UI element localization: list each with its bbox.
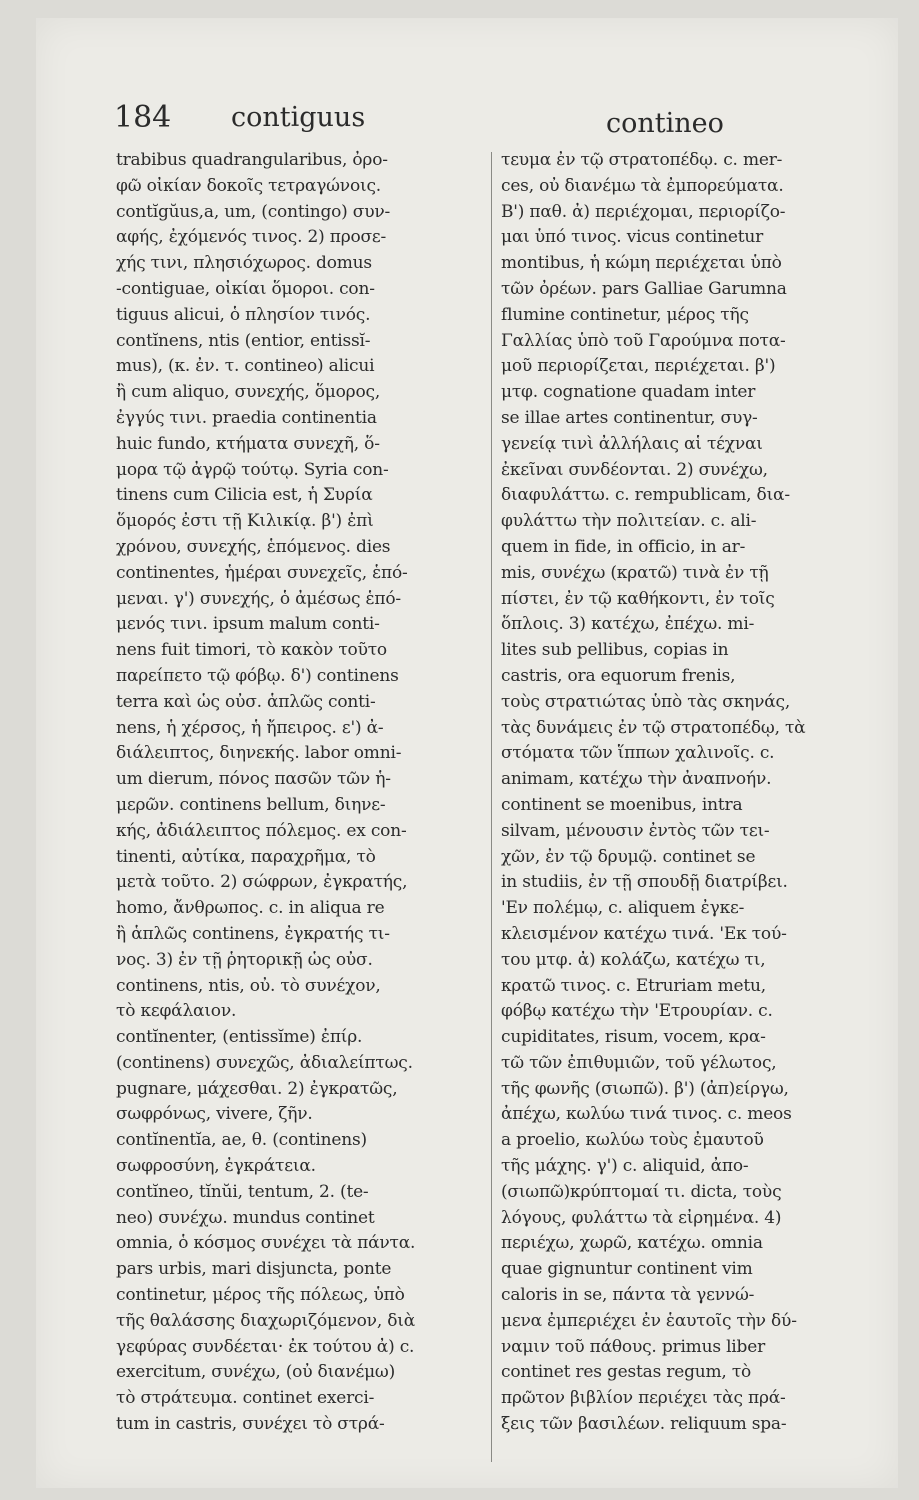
text-line: tinens cum Cilicia est, ἡ Συρία xyxy=(116,485,373,506)
text-line: continetur, μέρος τῆς πόλεως, ὑπὸ xyxy=(116,1285,405,1306)
text-line: τοὺς στρατιώτας ὑπὸ τὰς σκηνάς, xyxy=(501,691,791,712)
text-line: caloris in se, πάντα τὰ γεννώ- xyxy=(501,1285,755,1306)
text-line: μοῦ περιορίζεται, περιέχεται. β') xyxy=(501,356,776,377)
text-line: huic fundo, κτήματα συνεχῆ, ὅ- xyxy=(116,433,380,454)
text-line: contĭnentĭa, ae, θ. (continens) xyxy=(116,1130,367,1151)
text-line: tinenti, αὐτίκα, παραχρῆμα, τὸ xyxy=(116,846,376,867)
text-line: αφής, ἐχόμενός τινος. 2) προσε- xyxy=(116,227,387,248)
text-line: ἢ ἁπλῶς continens, ἐγκρατής τι- xyxy=(116,923,390,944)
text-line: tiguus alicui, ὁ πλησίον τινός. xyxy=(116,304,371,325)
page-number: 184 xyxy=(114,100,172,135)
text-line: ναμιν τοῦ πάθους. primus liber xyxy=(501,1336,766,1357)
text-line: κλεισμένον κατέχω τινά. 'Εκ τού- xyxy=(501,923,787,944)
text-line: se illae artes continentur, συγ- xyxy=(501,407,758,428)
text-line: του μτφ. ἀ) κολάζω, κατέχω τι, xyxy=(501,949,766,970)
text-line: quae gignuntur continent vim xyxy=(501,1259,753,1280)
text-line: νος. 3) ἐν τῇ ῥητορικῇ ὡς οὐσ. xyxy=(116,949,373,970)
dictionary-page xyxy=(36,18,898,1488)
text-line: (σιωπῶ)κρύπτομαί τι. dicta, τοὺς xyxy=(501,1181,782,1202)
text-line: σωφροσύνη, ἐγκράτεια. xyxy=(116,1156,316,1177)
text-line: contĭgŭus,a, um, (contingo) συν- xyxy=(116,201,391,222)
text-line: ξεις τῶν βασιλέων. reliquum spa- xyxy=(501,1414,787,1435)
text-line: montibus, ἡ κώμη περιέχεται ὑπὸ xyxy=(501,253,782,274)
text-line: ἢ cum aliquo, συνεχής, ὅμορος, xyxy=(116,382,381,403)
text-line: χῶν, ἐν τῷ δρυμῷ. continet se xyxy=(501,846,756,867)
text-line: pugnare, μάχεσθαι. 2) ἐγκρατῶς, xyxy=(116,1078,398,1099)
text-line: mus), (κ. ἐν. τ. contineo) alicui xyxy=(116,356,375,377)
text-line: terra καὶ ὡς οὐσ. ἁπλῶς conti- xyxy=(116,691,376,712)
text-line: neo) συνέχω. mundus continet xyxy=(116,1207,375,1228)
page-header xyxy=(36,88,898,138)
text-line: τὰς δυνάμεις ἐν τῷ στρατοπέδῳ, τὰ xyxy=(501,717,806,738)
text-line: κρατῶ τινος. c. Etruriam metu, xyxy=(501,975,766,996)
text-line: μτφ. cognatione quadam inter xyxy=(501,382,756,403)
text-line: τευμα ἐν τῷ στρατοπέδῳ. c. mer- xyxy=(501,150,783,170)
text-line: χής τινι, πλησιόχωρος. domus xyxy=(116,253,372,274)
text-line: -contiguae, οἰκίαι ὅμοροι. con- xyxy=(116,278,375,299)
text-line: ces, οὐ διανέμω τὰ ἐμπορεύματα. xyxy=(501,175,784,196)
text-line: Γαλλίας ὑπὸ τοῦ Γαρούμνα ποτα- xyxy=(501,330,786,351)
text-line: φόβῳ κατέχω τὴν 'Ετρουρίαν. c. xyxy=(501,1001,773,1022)
right-column xyxy=(501,148,873,1438)
text-line: μορα τῷ ἀγρῷ τούτῳ. Syria con- xyxy=(116,459,389,480)
text-line: γεφύρας συνδέεται· ἐκ τούτου ἀ) c. xyxy=(116,1336,415,1357)
text-line: in studiis, ἐν τῇ σπουδῇ διατρίβει. xyxy=(501,872,788,893)
text-line: mis, συνέχω (κρατῶ) τινὰ ἐν τῇ xyxy=(501,562,769,583)
text-line: μετὰ τοῦτο. 2) σώφρων, ἐγκρατής, xyxy=(116,872,408,893)
text-line: περιέχω, χωρῶ, κατέχω. omnia xyxy=(501,1233,763,1254)
text-line: tum in castris, συνέχει τὸ στρά- xyxy=(116,1414,385,1435)
text-line: contĭnenter, (entissĭme) ἐπίρ. xyxy=(116,1027,363,1048)
text-line: continet res gestas regum, τὸ xyxy=(501,1362,752,1383)
text-line: πρῶτον βιβλίον περιέχει τὰς πρά- xyxy=(501,1388,786,1409)
text-line: pars urbis, mari disjuncta, ponte xyxy=(116,1259,392,1280)
text-line: τῶ τῶν ἐπιθυμιῶν, τοῦ γέλωτος, xyxy=(501,1052,777,1073)
text-line: διαφυλάττω. c. rempublicam, δια- xyxy=(501,485,790,506)
text-line: τὸ στράτευμα. continet exerci- xyxy=(116,1388,375,1409)
text-line: exercitum, συνέχω, (οὐ διανέμω) xyxy=(116,1362,396,1383)
text-line: flumine continetur, μέρος τῆς xyxy=(501,304,749,325)
right-guide-word: contineo xyxy=(606,108,724,139)
text-line: Β') παθ. ἀ) περιέχομαι, περιορίζο- xyxy=(501,201,786,222)
text-line: quem in fide, in officio, in ar- xyxy=(501,536,746,557)
text-line: χρόνου, συνεχής, ἑπόμενος. dies xyxy=(116,536,391,557)
text-line: ἀπέχω, κωλύω τινά τινος. c. meos xyxy=(501,1104,792,1125)
text-line: contĭneo, tĭnŭi, tentum, 2. (te- xyxy=(116,1181,369,1202)
text-line: πίστει, ἐν τῷ καθήκοντι, ἐν τοῖς xyxy=(501,588,775,609)
text-line: στόματα τῶν ἵππων χαλινοῖς. c. xyxy=(501,743,775,764)
text-line: lites sub pellibus, copias in xyxy=(501,640,729,661)
text-line: ὅμορός ἐστι τῇ Κιλικίᾳ. β') ἐπὶ xyxy=(116,511,374,532)
left-guide-word: contiguus xyxy=(231,102,366,133)
text-line: ὅπλοις. 3) κατέχω, ἐπέχω. mi- xyxy=(501,614,755,635)
text-line: τῆς φωνῆς (σιωπῶ). β') (ἀπ)είργω, xyxy=(501,1078,789,1099)
text-line: continentes, ἡμέραι συνεχεῖς, ἑπό- xyxy=(116,562,408,583)
text-line: παρείπετο τῷ φόβῳ. δ') continens xyxy=(116,665,399,686)
text-line: μεναι. γ') συνεχής, ὁ ἀμέσως ἑπό- xyxy=(116,588,401,609)
text-line: φυλάττω τὴν πολιτείαν. c. ali- xyxy=(501,511,757,532)
text-line: castris, ora equorum frenis, xyxy=(501,665,736,686)
text-line: contĭnens, ntis (entior, entissĭ- xyxy=(116,330,371,351)
text-line: omnia, ὁ κόσμος συνέχει τὰ πάντα. xyxy=(116,1233,416,1254)
text-line: μαι ὑπό τινος. vicus continetur xyxy=(501,227,764,248)
text-line: continens, ntis, οὐ. τὸ συνέχον, xyxy=(116,975,381,996)
text-line: trabibus quadrangularibus, ὀρο- xyxy=(116,150,388,170)
left-column xyxy=(116,148,486,1438)
text-line: homo, ἄνθρωπος. c. in aliqua re xyxy=(116,898,385,919)
text-line: κής, ἀδιάλειπτος πόλεμος. ex con- xyxy=(116,820,407,841)
text-line: ἐκεῖναι συνδέονται. 2) συνέχω, xyxy=(501,459,768,480)
text-line: τῶν ὀρέων. pars Galliae Garumna xyxy=(501,278,787,299)
text-line: a proelio, κωλύω τοὺς ἐμαυτοῦ xyxy=(501,1130,764,1151)
text-line: nens fuit timori, τὸ κακὸν τοῦτο xyxy=(116,640,387,661)
text-line: animam, κατέχω τὴν ἀναπνοήν. xyxy=(501,769,772,790)
text-line: nens, ἡ χέρσος, ἡ ἤπειρος. ε') ἀ- xyxy=(116,717,384,738)
text-line: um dierum, πόνος πασῶν τῶν ἡ- xyxy=(116,769,391,790)
text-line: μερῶν. continens bellum, διηνε- xyxy=(116,794,386,815)
column-divider xyxy=(491,152,492,1462)
text-line: continent se moenibus, intra xyxy=(501,794,743,815)
text-line: (continens) συνεχῶς, ἀδιαλείπτως. xyxy=(116,1052,413,1073)
text-line: μενός τινι. ipsum malum conti- xyxy=(116,614,380,635)
text-line: 'Εν πολέμῳ, c. aliquem ἐγκε- xyxy=(501,898,745,919)
text-line: σωφρόνως, vivere, ζῆν. xyxy=(116,1104,313,1125)
text-line: γενείᾳ τινὶ ἀλλήλαις αἱ τέχναι xyxy=(501,433,763,454)
text-line: διάλειπτος, διηνεκής. labor omni- xyxy=(116,743,402,764)
text-line: τῆς μάχης. γ') c. aliquid, ἀπο- xyxy=(501,1156,749,1177)
text-line: φῶ οἰκίαν δοκοῖς τετραγώνοις. xyxy=(116,175,381,196)
text-line: μενα ἐμπεριέχει ἐν ἑαυτοῖς τὴν δύ- xyxy=(501,1310,797,1331)
text-line: τὸ κεφάλαιον. xyxy=(116,1001,237,1022)
text-line: λόγους, φυλάττω τὰ εἰρημένα. 4) xyxy=(501,1207,782,1228)
text-line: cupiditates, risum, vocem, κρα- xyxy=(501,1027,766,1048)
text-line: τῆς θαλάσσης διαχωριζόμενον, διὰ xyxy=(116,1310,416,1331)
text-line: ἐγγύς τινι. praedia continentia xyxy=(116,407,377,428)
text-line: silvam, μένουσιν ἐντὸς τῶν τει- xyxy=(501,820,770,841)
